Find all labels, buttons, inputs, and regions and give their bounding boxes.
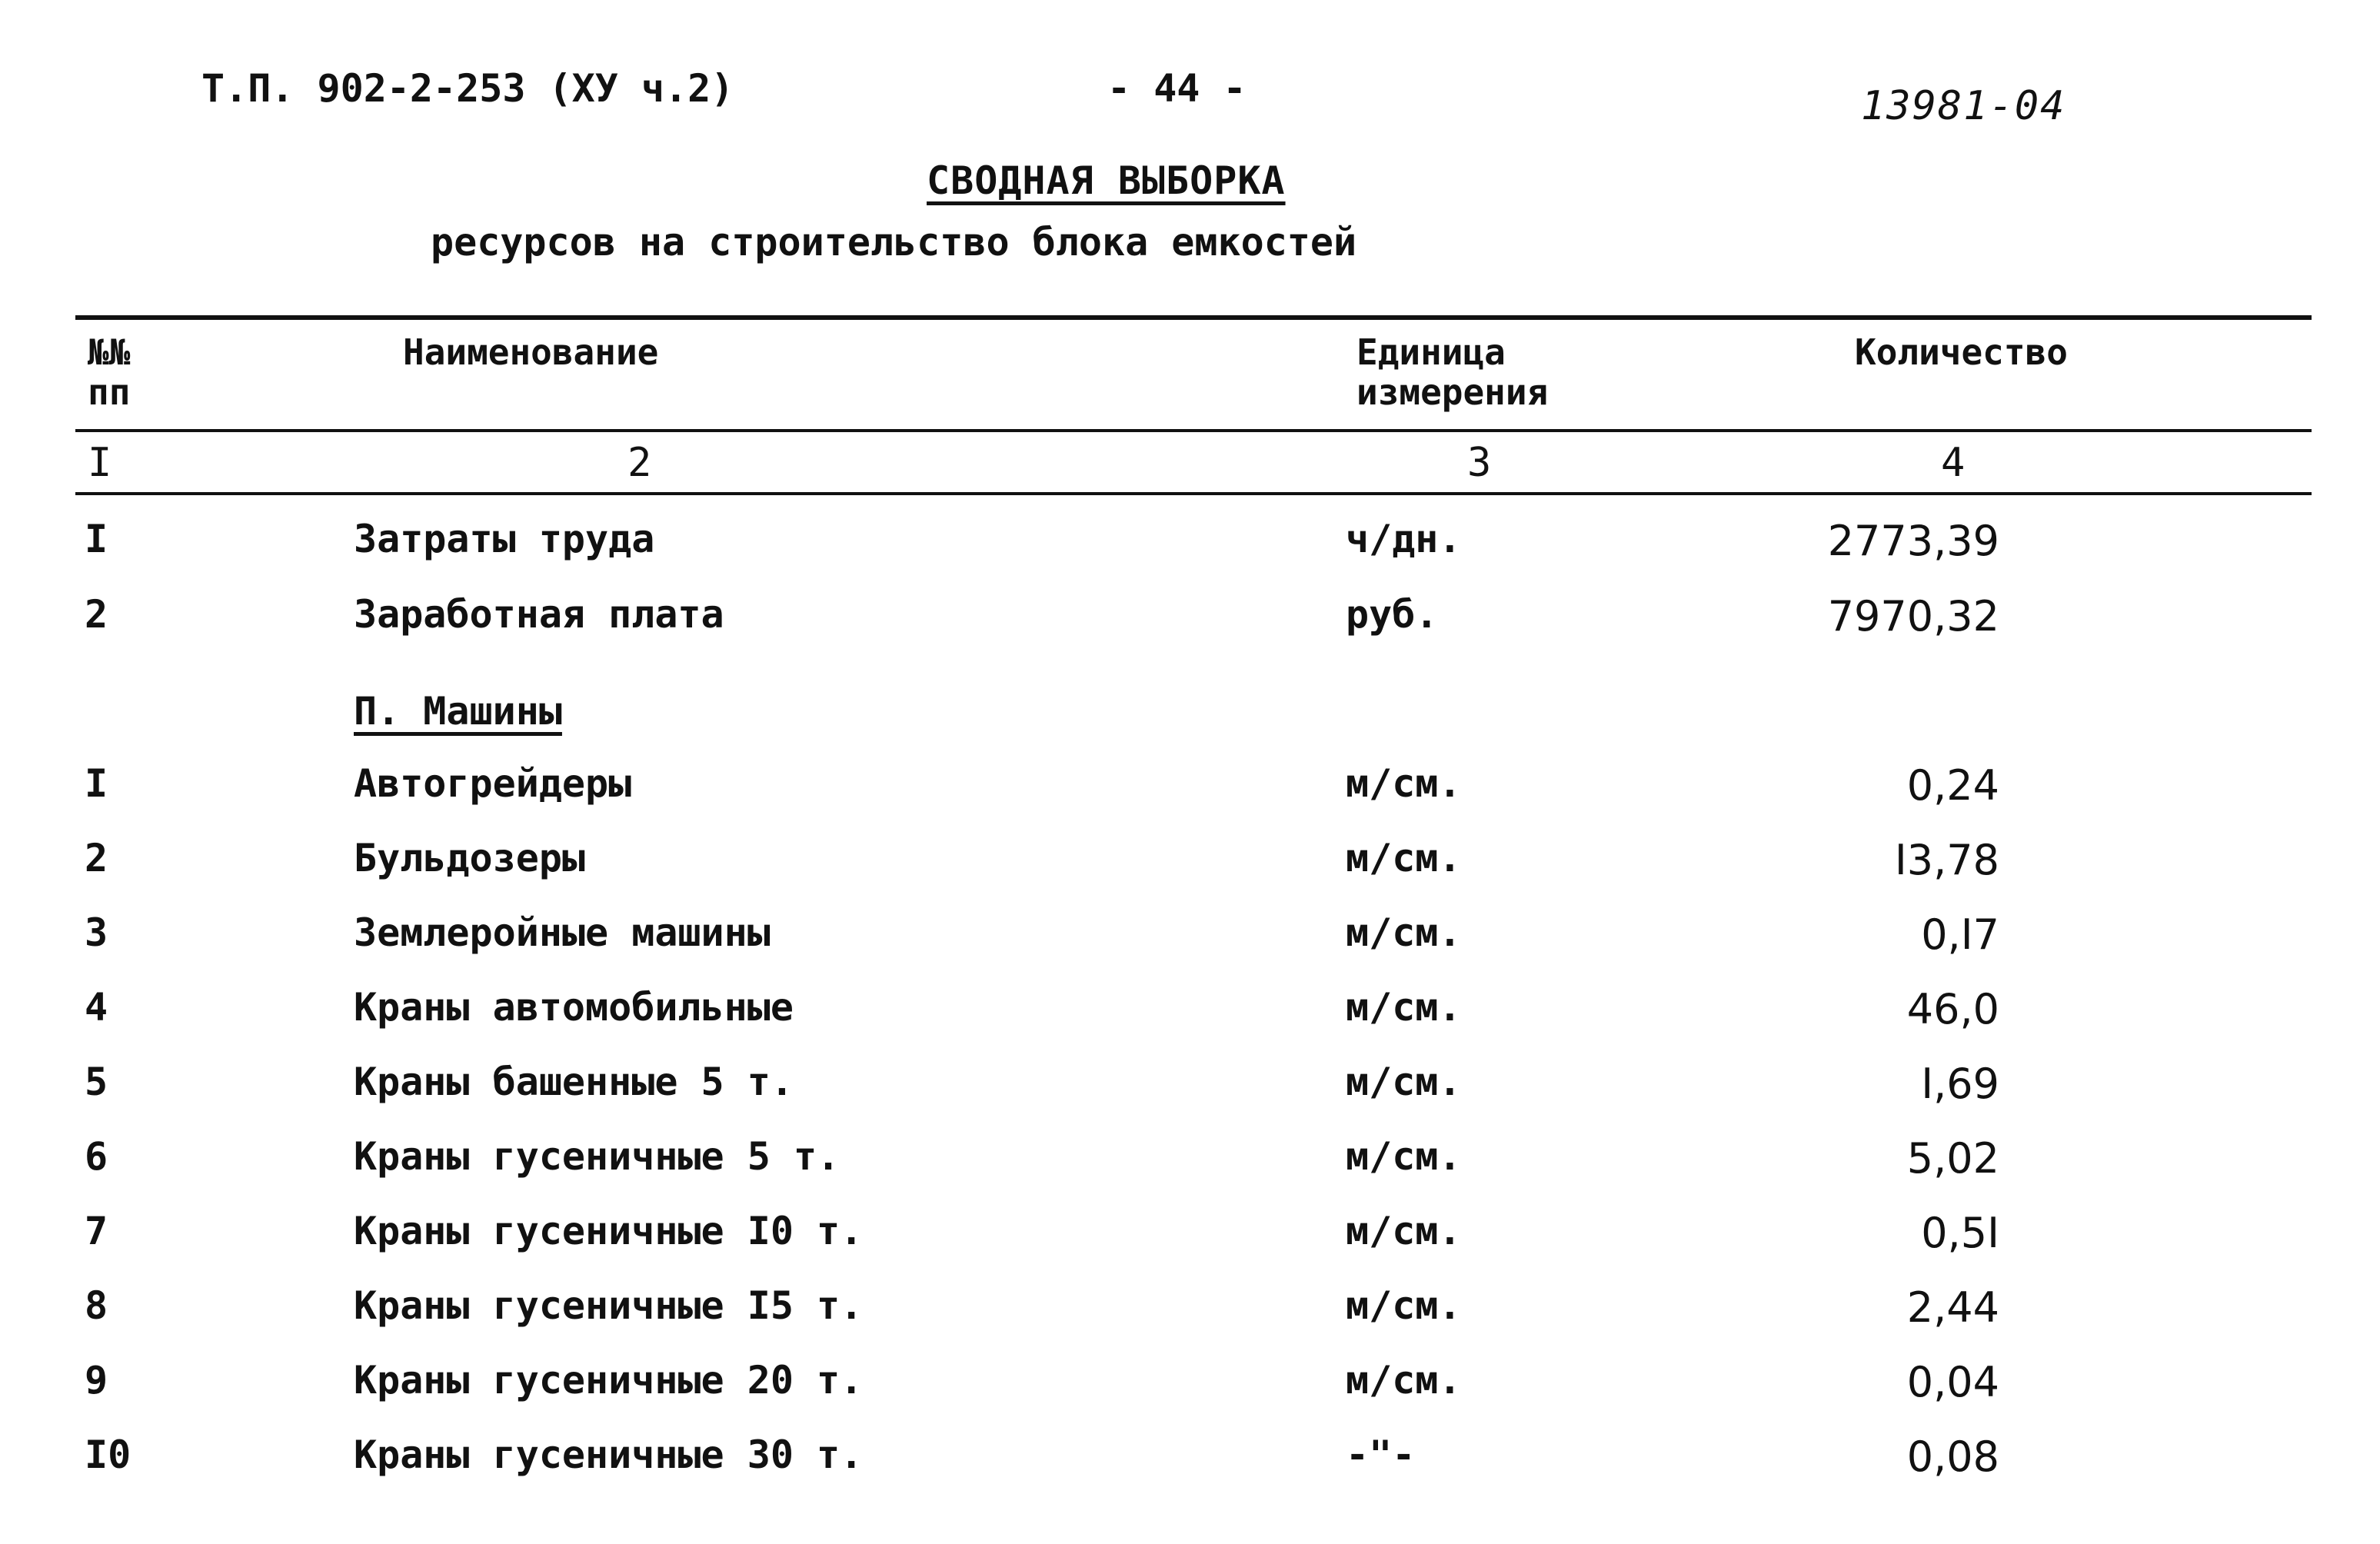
page-number: - 44 - bbox=[1107, 66, 1247, 111]
row-quantity: 46,0 bbox=[1906, 985, 1999, 1033]
row-name: Автогрейдеры bbox=[354, 761, 632, 806]
row-number: 9 bbox=[85, 1358, 108, 1403]
document-title: СВОДНАЯ ВЫБОРКА bbox=[927, 158, 1286, 203]
row-quantity: 0,5I bbox=[1921, 1209, 1999, 1257]
table-numbering-rule bbox=[75, 492, 2312, 495]
column-number-1: I bbox=[88, 440, 112, 486]
row-quantity: 0,08 bbox=[1906, 1433, 1999, 1481]
row-unit: м/см. bbox=[1346, 1209, 1462, 1253]
row-name: Бульдозеры bbox=[354, 836, 586, 880]
row-number: I bbox=[85, 517, 108, 561]
row-number: 7 bbox=[85, 1209, 108, 1253]
row-unit: м/см. bbox=[1346, 1358, 1462, 1403]
row-name: Краны гусеничные 5 т. bbox=[354, 1134, 840, 1179]
row-number: I bbox=[85, 761, 108, 806]
row-unit: -"- bbox=[1346, 1433, 1416, 1477]
document-code: Т.П. 902-2-253 (ХУ ч.2) bbox=[201, 66, 734, 111]
row-name: Краны гусеничные 30 т. bbox=[354, 1433, 864, 1477]
row-number: 3 bbox=[85, 910, 108, 955]
row-number: 8 bbox=[85, 1283, 108, 1328]
row-name: Заработная плата bbox=[354, 592, 724, 637]
row-quantity: 0,I7 bbox=[1921, 910, 1999, 959]
row-quantity: 7970,32 bbox=[1827, 592, 1999, 641]
row-unit: м/см. bbox=[1346, 836, 1462, 880]
handwritten-number: 13981-04 bbox=[1861, 83, 2066, 129]
column-number-4: 4 bbox=[1941, 440, 1966, 486]
row-unit: м/см. bbox=[1346, 1134, 1462, 1179]
row-number: 5 bbox=[85, 1060, 108, 1104]
row-unit: м/см. bbox=[1346, 1060, 1462, 1104]
row-name: Землеройные машины bbox=[354, 910, 771, 955]
row-quantity: I,69 bbox=[1921, 1060, 1999, 1108]
row-unit: руб. bbox=[1346, 592, 1439, 637]
section-heading-machines: П. Машины bbox=[354, 689, 562, 734]
row-quantity: 2773,39 bbox=[1827, 517, 1999, 565]
row-unit: ч/дн. bbox=[1346, 517, 1462, 561]
column-header-number: №№ пп bbox=[88, 331, 131, 413]
row-quantity: 5,02 bbox=[1906, 1134, 1999, 1183]
row-unit: м/см. bbox=[1346, 1283, 1462, 1328]
row-number: 2 bbox=[85, 592, 108, 637]
row-name: Краны гусеничные I5 т. bbox=[354, 1283, 864, 1328]
document-subtitle: ресурсов на строительство блока емкостей bbox=[431, 220, 1357, 265]
table-top-rule bbox=[75, 315, 2312, 320]
row-name: Краны гусеничные 20 т. bbox=[354, 1358, 864, 1403]
row-quantity: 2,44 bbox=[1906, 1283, 1999, 1332]
row-unit: м/см. bbox=[1346, 761, 1462, 806]
table-header-rule bbox=[75, 429, 2312, 432]
row-number: 6 bbox=[85, 1134, 108, 1179]
row-quantity: 0,24 bbox=[1906, 761, 1999, 810]
row-name: Затраты труда bbox=[354, 517, 655, 561]
column-header-unit: Единица измерения bbox=[1356, 331, 1549, 413]
row-number: I0 bbox=[85, 1433, 131, 1477]
row-name: Краны гусеничные I0 т. bbox=[354, 1209, 864, 1253]
row-name: Краны автомобильные bbox=[354, 985, 794, 1030]
column-header-quantity: Количество bbox=[1855, 331, 2068, 373]
row-quantity: I3,78 bbox=[1894, 836, 1999, 884]
row-number: 4 bbox=[85, 985, 108, 1030]
column-number-2: 2 bbox=[627, 440, 652, 486]
row-unit: м/см. bbox=[1346, 910, 1462, 955]
row-unit: м/см. bbox=[1346, 985, 1462, 1030]
column-number-3: 3 bbox=[1467, 440, 1492, 486]
row-number: 2 bbox=[85, 836, 108, 880]
row-name: Краны башенные 5 т. bbox=[354, 1060, 794, 1104]
row-quantity: 0,04 bbox=[1906, 1358, 1999, 1406]
column-header-name: Наименование bbox=[403, 331, 659, 373]
